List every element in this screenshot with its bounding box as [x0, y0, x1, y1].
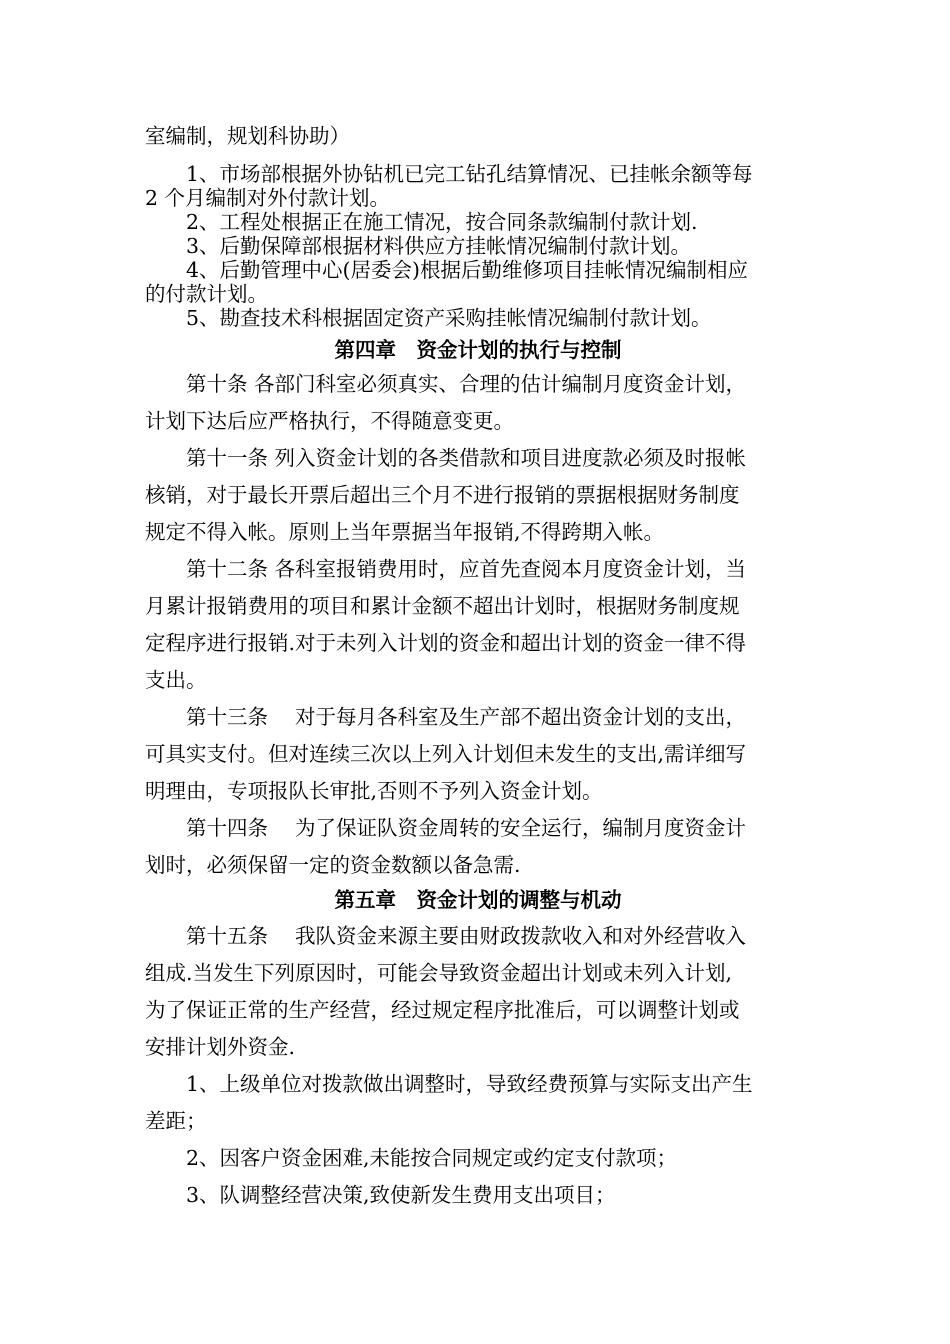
- text-line: 第十条 各部门科室必须真实、合理的估计编制月度资金计划，: [145, 372, 747, 396]
- text-line: 安排计划外资金.: [145, 1035, 296, 1059]
- article: [145, 551, 811, 699]
- text-line: 第十五条 我队资金来源主要由财政拨款收入和对外经营收入: [145, 924, 747, 948]
- text-line: 1、上级单位对拨款做出调整时，导致经费预算与实际支出产生: [145, 1072, 753, 1096]
- article: [145, 918, 811, 1066]
- text-line: 第十四条 为了保证队资金周转的安全运行，编制月度资金计: [145, 816, 747, 840]
- chapter-4-articles: [145, 366, 811, 884]
- text-line: 计划下达后应严格执行，不得随意变更。: [145, 409, 514, 433]
- text-line: 可具实支付。但对连续三次以上列入计划但未发生的支出,需详细写: [145, 742, 747, 766]
- text-line: 第十三条 对于每月各科室及生产部不超出资金计划的支出，: [145, 705, 747, 729]
- list-item: [145, 1066, 811, 1140]
- list-item: [145, 1140, 811, 1177]
- text-line: 核销，对于最长开票后超出三个月不进行报销的票据根据财务制度: [145, 483, 740, 507]
- chapter-5-heading: 第五章 资金计划的调整与机动: [334, 888, 622, 912]
- text-line: 月累计报销费用的项目和累计金额不超出计划时，根据财务制度规: [145, 594, 740, 618]
- list-item: [145, 258, 811, 306]
- text-line: 2 个月编制对外付款计划。: [145, 186, 391, 210]
- intro-block: [145, 124, 811, 148]
- text-line: 规定不得入帐。原则上当年票据当年报销,不得跨期入帐。: [145, 520, 665, 544]
- text-line: 为了保证正常的生产经营，经过规定程序批准后，可以调整计划或: [145, 998, 740, 1022]
- text-line: 2、工程处根据正在施工情况，按合同条款编制付款计划.: [145, 210, 698, 234]
- text-line: 差距；: [145, 1109, 207, 1133]
- text-line: 定程序进行报销.对于未列入计划的资金和超出计划的资金一律不得: [145, 631, 747, 655]
- list-item: [145, 210, 811, 234]
- text-line: 4、后勤管理中心(居委会)根据后勤维修项目挂帐情况编制相应: [145, 258, 749, 282]
- article: [145, 810, 811, 884]
- list-item: [145, 162, 811, 210]
- text-line: 3、队调整经营决策,致使新发生费用支出项目；: [145, 1183, 616, 1207]
- article: [145, 699, 811, 810]
- text-line: 第十二条 各科室报销费用时，应首先查阅本月度资金计划，当: [145, 557, 747, 581]
- list-item: [145, 306, 811, 330]
- text-line: 支出。: [145, 668, 207, 692]
- list-item: [145, 1177, 811, 1214]
- list-item: [145, 234, 811, 258]
- chapter-4-heading: 第四章 资金计划的执行与控制: [334, 338, 622, 362]
- chapter-5-articles: [145, 918, 811, 1214]
- text-line: 划时，必须保留一定的资金数额以备急需.: [145, 853, 521, 877]
- text-line: 3、后勤保障部根据材料供应方挂帐情况编制付款计划。: [145, 234, 692, 258]
- text-line: 室编制，规划科协助）: [145, 124, 350, 148]
- article: [145, 366, 811, 440]
- text-line: 2、因客户资金困难,未能按合同规定或约定支付款项；: [145, 1146, 678, 1170]
- text-line: 第十一条 列入资金计划的各类借款和项目进度款必须及时报帐: [145, 446, 747, 470]
- text-line: 明理由，专项报队长审批,否则不予列入资金计划。: [145, 779, 603, 803]
- payment-plan-list: [145, 162, 811, 330]
- text-line: 1、市场部根据外协钻机已完工钻孔结算情况、已挂帐余额等每: [145, 162, 753, 186]
- text-line: 5、勘查技术科根据固定资产采购挂帐情况编制付款计划。: [145, 306, 712, 330]
- text-line: 组成.当发生下列原因时，可能会导致资金超出计划或未列入计划,: [145, 961, 733, 985]
- article: [145, 440, 811, 551]
- text-line: 的付款计划。: [145, 282, 268, 306]
